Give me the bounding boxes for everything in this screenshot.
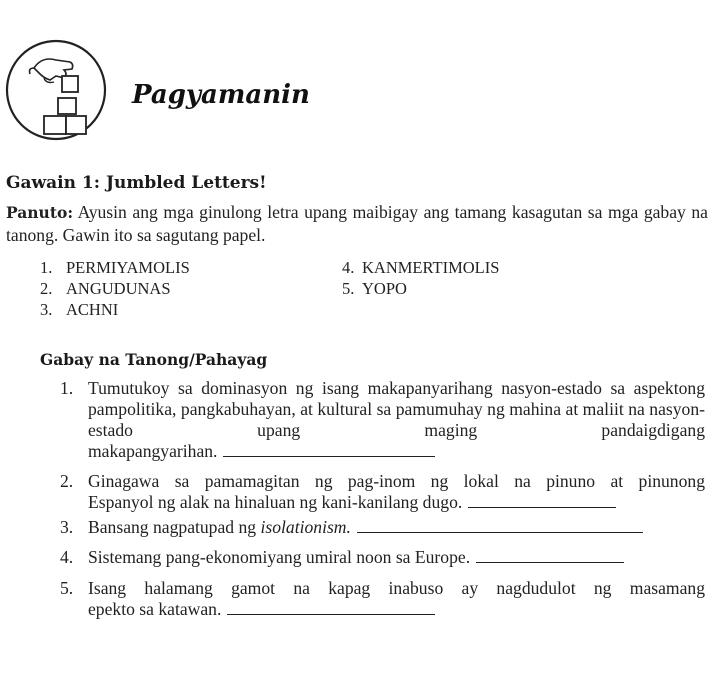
answer-blank[interactable]: [468, 492, 616, 508]
jumbled-num: 1.: [40, 258, 53, 277]
question-text-end: Bansang nagpatupad ng: [88, 517, 257, 537]
question-last-line: [88, 492, 705, 513]
question-text-end: Espanyol ng alak na hinaluan ng kani-kanilang dugo.: [88, 492, 463, 512]
jumbled-word: KANMERTIMOLIS: [362, 258, 500, 277]
guide-heading: Gabay na Tanong/Pahayag: [40, 350, 268, 369]
jumbled-word: ACHNI: [66, 300, 119, 319]
jumbled-word: ANGUDUNAS: [66, 279, 171, 298]
question-text-end: epekto sa katawan.: [88, 599, 222, 619]
question-number: 1.: [60, 378, 74, 398]
answer-blank[interactable]: [476, 547, 624, 563]
activity-title: Gawain 1: Jumbled Letters!: [6, 173, 267, 193]
jumbled-num: 3.: [40, 300, 53, 319]
instructions-text: Ayusin ang mga ginulong letra upang maibigay ang tamang kasagutan sa mga gabay na tanong. Gawin ito sa sagutang papel.: [6, 202, 708, 245]
jumbled-word: YOPO: [362, 279, 407, 298]
question-last-line: [88, 599, 705, 620]
question-last-line: [88, 441, 705, 462]
question-number: 5.: [60, 578, 74, 598]
answer-blank[interactable]: [357, 517, 643, 533]
question-number: 4.: [60, 547, 74, 567]
question-text: Ginagawa sa pamamagitan ng pag-inom ng lokal na pinuno at pinunong: [88, 471, 705, 491]
question-item: [0, 578, 720, 622]
question-number: 2.: [60, 471, 74, 491]
question-last-line: [88, 517, 705, 538]
jumbled-word: PERMIYAMOLIS: [66, 258, 190, 277]
answer-blank[interactable]: [227, 599, 435, 615]
question-item: [0, 517, 720, 539]
stacking-blocks-hand-icon: [4, 38, 108, 142]
question-text: Tumutukoy sa dominasyon ng isang makapanyarihang nasyon-estado sa aspektong pampolitika, pangkabuhayan, at kultural sa pamumuhay ng mahina at maliit na nasyon-estado upang maging pandaigdigang: [88, 378, 705, 440]
instructions-label: Panuto:: [6, 203, 74, 222]
answer-blank[interactable]: [223, 441, 435, 457]
question-item: [0, 378, 720, 464]
question-number: 3.: [60, 517, 74, 537]
jumbled-words-list: [0, 258, 720, 328]
jumbled-num: 2.: [40, 279, 53, 298]
question-text-end: makapangyarihan.: [88, 441, 218, 461]
instructions: [6, 201, 708, 246]
question-text: Isang halamang gamot na kapag inabuso ay nagdudulot ng masamang: [88, 578, 705, 598]
question-item: [0, 547, 720, 569]
jumbled-num: 4.: [342, 258, 355, 277]
question-last-line: [88, 547, 705, 568]
question-item: [0, 471, 720, 515]
question-italic-term: isolationism.: [260, 517, 351, 537]
jumbled-num: 5.: [342, 279, 355, 298]
question-text-end: Sistemang pang-ekonomiyang umiral noon sa Europe.: [88, 547, 471, 567]
section-title: Pagyamanin: [132, 80, 310, 110]
